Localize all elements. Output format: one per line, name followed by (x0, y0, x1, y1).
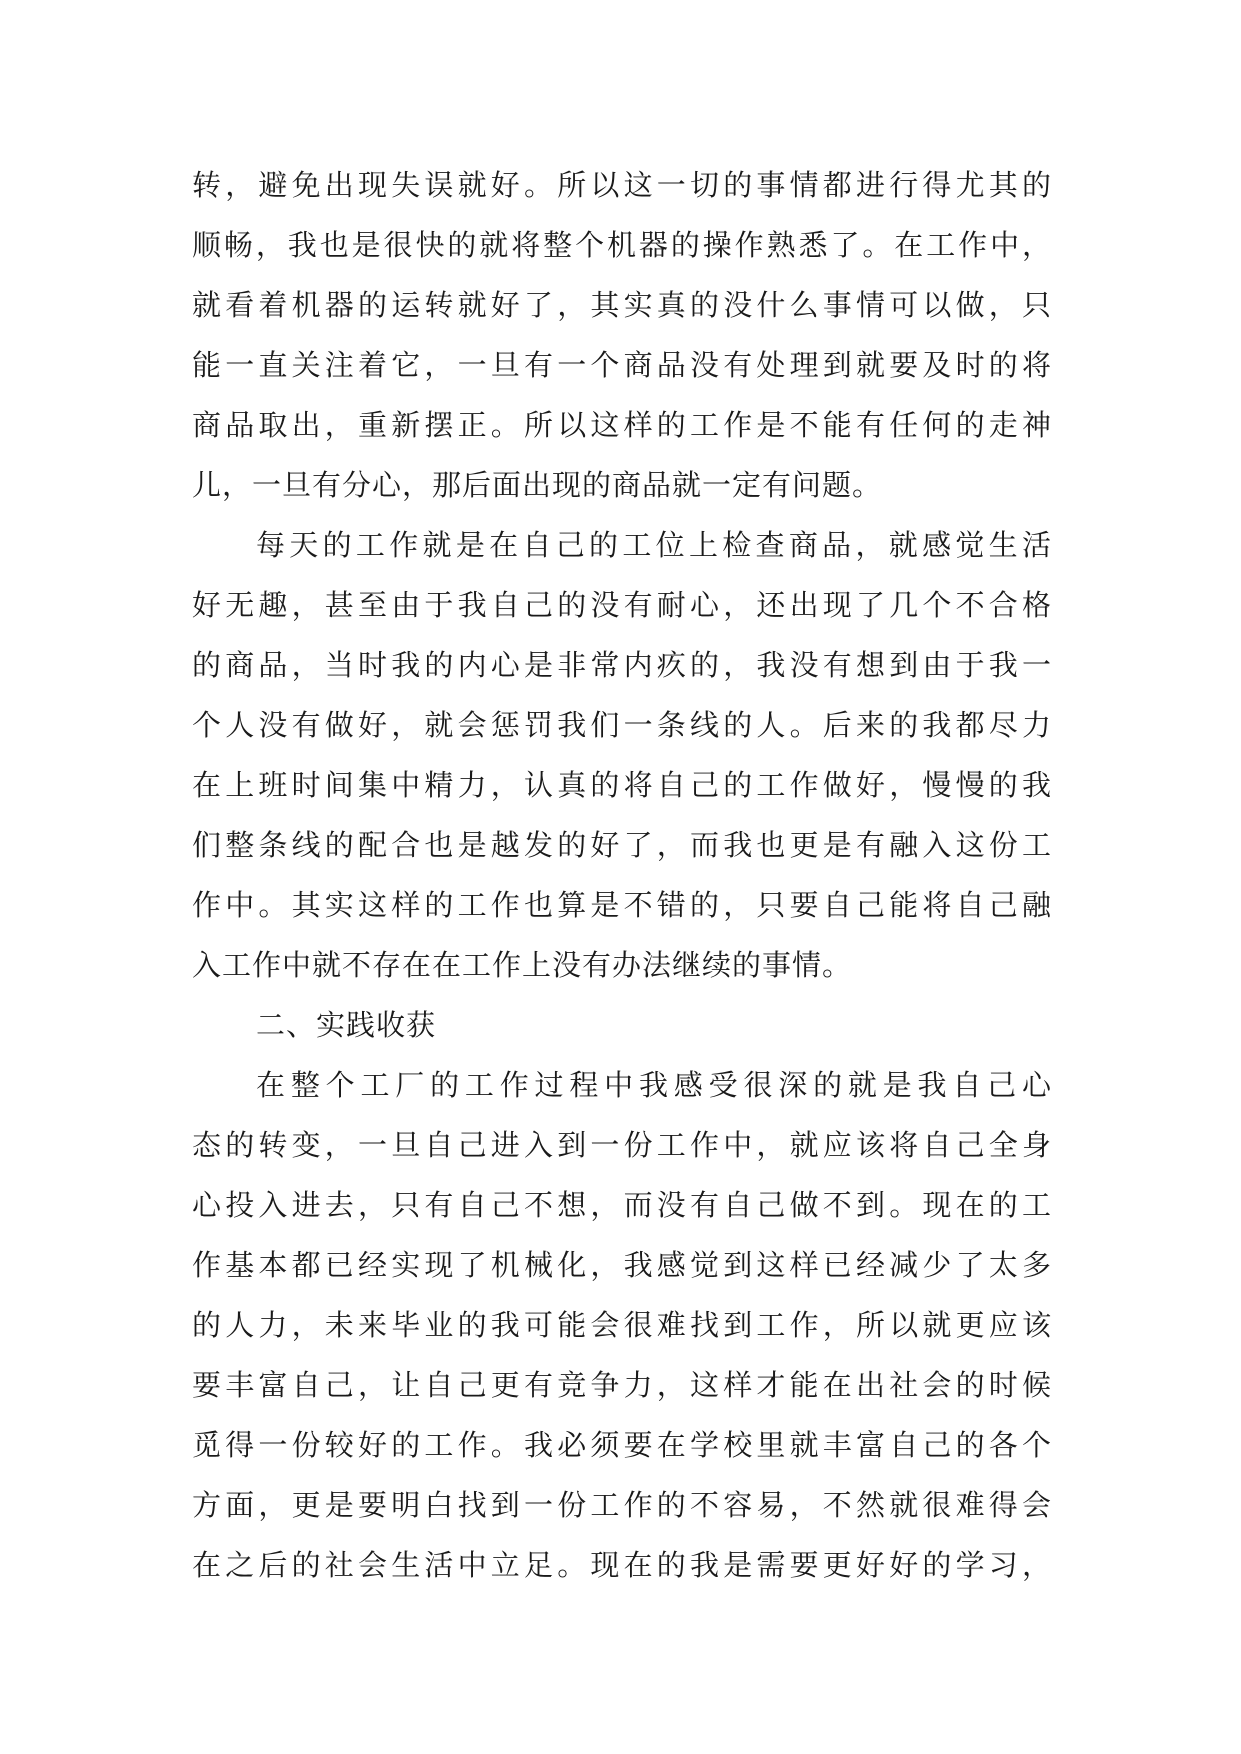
text-line: 能一直关注着它，一旦有一个商品没有处理到就要及时的将 (192, 348, 1052, 382)
text-line: 方面，更是要明白找到一份工作的不容易，不然就很难得会 (192, 1488, 1052, 1522)
text-line: 们整条线的配合也是越发的好了，而我也更是有融入这份工 (192, 828, 1052, 862)
text-line: 心投入进去，只有自己不想，而没有自己做不到。现在的工 (192, 1188, 1052, 1222)
body-text (192, 155, 1052, 1595)
text-line: 态的转变，一旦自己进入到一份工作中，就应该将自己全身 (192, 1128, 1052, 1162)
text-line: 在之后的社会生活中立足。现在的我是需要更好好的学习， (192, 1548, 1052, 1582)
text-line: 儿，一旦有分心，那后面出现的商品就一定有问题。 (192, 468, 883, 502)
text-line: 顺畅，我也是很快的就将整个机器的操作熟悉了。在工作中， (192, 228, 1052, 262)
text-line: 好无趣，甚至由于我自己的没有耐心，还出现了几个不合格 (192, 588, 1052, 622)
text-line: 个人没有做好，就会惩罚我们一条线的人。后来的我都尽力 (192, 708, 1052, 742)
text-line: 就看着机器的运转就好了，其实真的没什么事情可以做，只 (192, 288, 1052, 322)
text-line: 作中。其实这样的工作也算是不错的，只要自己能将自己融 (192, 888, 1052, 922)
text-line: 入工作中就不存在在工作上没有办法继续的事情。 (192, 948, 853, 982)
text-line: 要丰富自己，让自己更有竞争力，这样才能在出社会的时候 (192, 1368, 1052, 1402)
text-line: 的人力，未来毕业的我可能会很难找到工作，所以就更应该 (192, 1308, 1052, 1342)
text-line: 在上班时间集中精力，认真的将自己的工作做好，慢慢的我 (192, 768, 1052, 802)
text-line: 商品取出，重新摆正。所以这样的工作是不能有任何的走神 (192, 408, 1052, 442)
text-line: 转，避免出现失误就好。所以这一切的事情都进行得尤其的 (192, 168, 1052, 202)
text-line: 觅得一份较好的工作。我必须要在学校里就丰富自己的各个 (192, 1428, 1052, 1462)
text-line: 作基本都已经实现了机械化，我感觉到这样已经减少了太多 (192, 1248, 1052, 1282)
text-line: 二、实践收获 (256, 1008, 437, 1042)
text-line: 每天的工作就是在自己的工位上检查商品，就感觉生活 (256, 528, 1052, 562)
text-line: 的商品，当时我的内心是非常内疚的，我没有想到由于我一 (192, 648, 1052, 682)
text-line: 在整个工厂的工作过程中我感受很深的就是我自己心 (256, 1068, 1052, 1102)
